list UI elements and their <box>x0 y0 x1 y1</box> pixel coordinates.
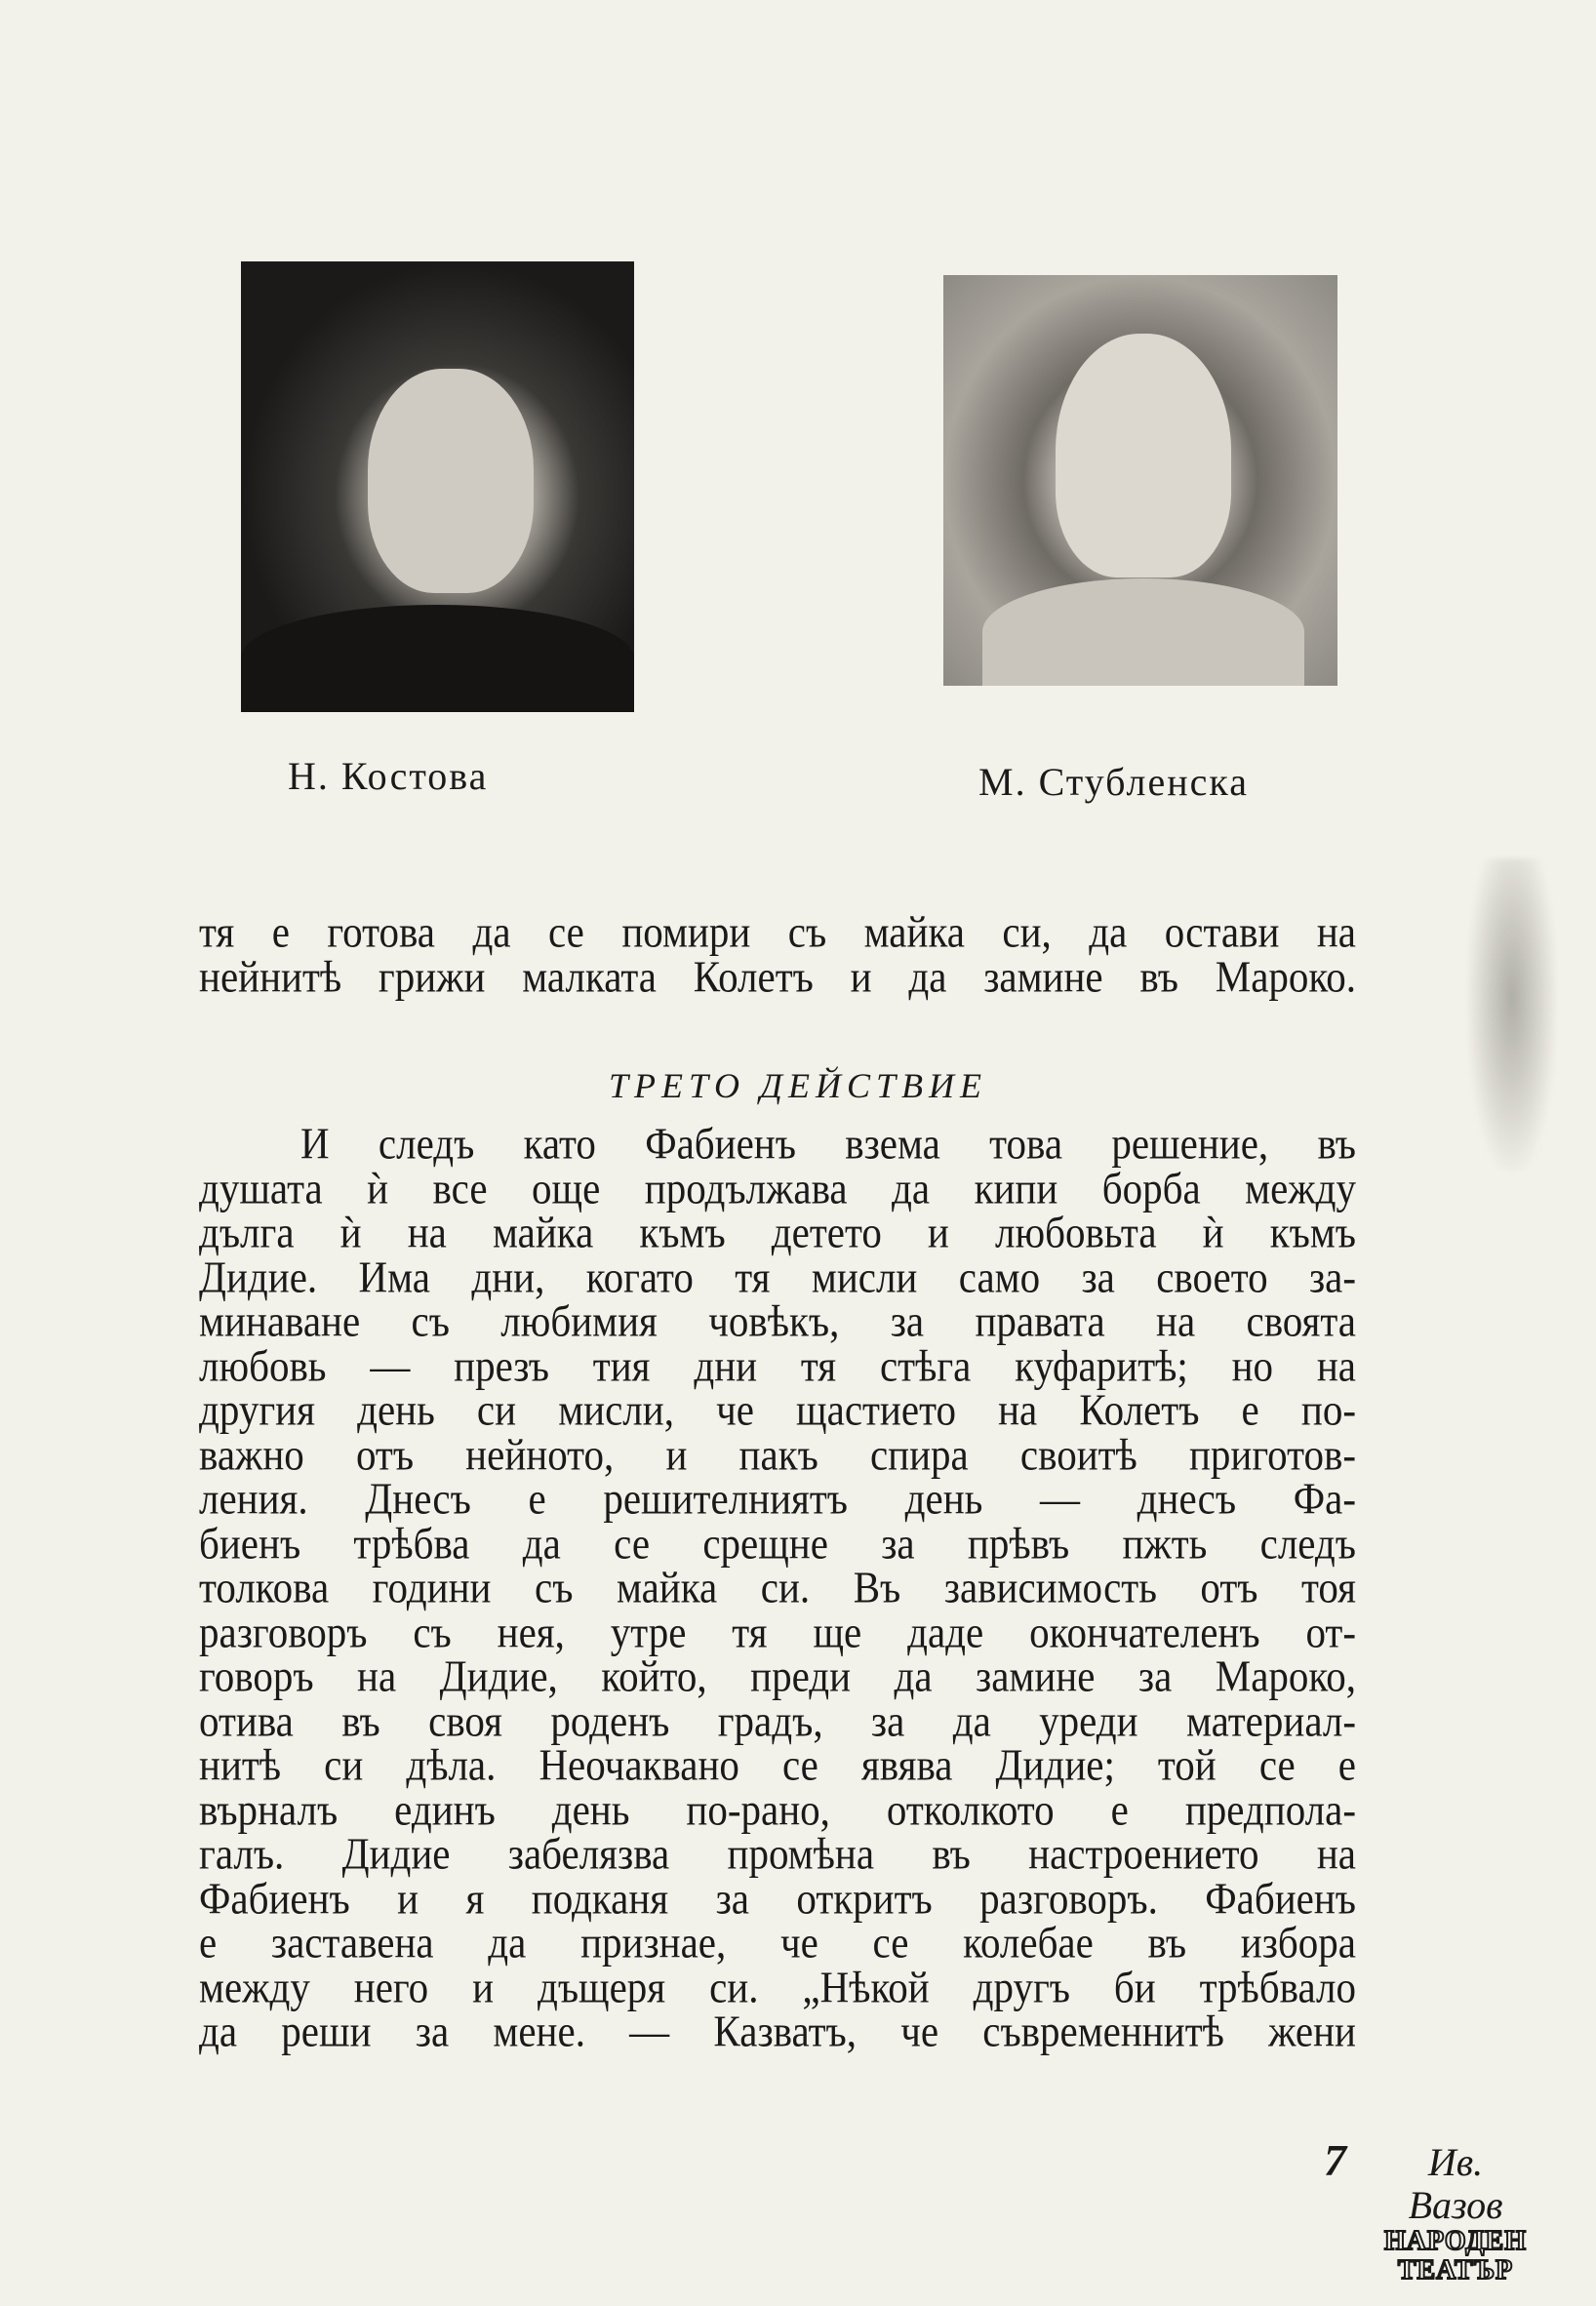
text-line: галъ. Дидие забелязва промѣна въ настроението на <box>199 1828 1356 1879</box>
section-heading: ТРЕТО ДЕЙСТВИЕ <box>609 1066 987 1105</box>
text-line: минаване съ любимия човѣкъ, за правата на своята <box>199 1295 1356 1346</box>
portrait-photo-kostova <box>241 261 634 712</box>
shirt-shape <box>982 578 1304 686</box>
text-line: тя е готова да се помири съ майка си, да остави на <box>199 906 1356 957</box>
text-line: биенъ трѣбва да се срещне за прѣвъ пжть следъ <box>199 1517 1356 1569</box>
text-line: върналъ единъ день по-рано, отколкото е предпола- <box>199 1783 1356 1835</box>
text-line: да реши за мене. — Казватъ, че съвременнитѣ жени <box>199 2006 1356 2056</box>
text-line: И следъ като Фабиенъ взема това решение, въ <box>300 1118 1356 1169</box>
body-paragraph <box>199 1118 1356 2056</box>
face-shape <box>1056 334 1231 577</box>
paper-stain <box>1468 858 1556 1171</box>
text-line: нитѣ си дѣла. Неочаквано се явява Дидие; той се е <box>199 1739 1356 1790</box>
intro-paragraph <box>199 906 1356 1002</box>
text-line: нейнитѣ грижи малката Колетъ и да замине въ Мароко. <box>199 950 1356 1002</box>
text-line: любовь — презъ тия дни тя стѣга куфаритѣ; но на <box>199 1339 1356 1391</box>
text-line: Фабиенъ и я подканя за откритъ разговоръ. Фабиенъ <box>199 1872 1356 1924</box>
text-line: ления. Днесъ е решителниятъ день — днесъ Фа- <box>199 1473 1356 1524</box>
coat-shape <box>241 605 634 712</box>
text-line: разговоръ съ нея, утре тя ще даде окончателенъ от- <box>199 1606 1356 1657</box>
photo-caption: Н. Костова <box>288 754 489 798</box>
text-line: другия день си мисли, че щастието на Колетъ е по- <box>199 1384 1356 1435</box>
text-line: е заставена да признае, че се колебае въ избора <box>199 1917 1356 1968</box>
text-line: между него и дъщеря си. „Нѣкой другъ би трѣбвало <box>199 1961 1356 2012</box>
logo-line1: НАРОДЕН <box>1383 2226 1528 2256</box>
logo-line2: ТЕАТЪР <box>1397 2255 1514 2286</box>
text-line: душата ѝ все още продължава да кипи борба между <box>199 1162 1356 1213</box>
text-line: отива въ своя роденъ градъ, за да уреди материал- <box>199 1694 1356 1746</box>
photo-caption: М. Стубленска <box>978 760 1249 804</box>
text-line: говоръ на Дидие, който, преди да замине за Мароко, <box>199 1650 1356 1701</box>
page-number: 7 <box>1324 2135 1346 2185</box>
national-theatre-logo <box>1377 2141 1534 2286</box>
portrait-photo-stublenska <box>943 275 1337 686</box>
text-line: Дидие. Има дни, когато тя мисли само за своето за- <box>199 1251 1356 1302</box>
text-line: важно отъ нейното, и пакъ спира своитѣ приготов- <box>199 1428 1356 1480</box>
text-line: дълга ѝ на майка къмъ детето и любовьта ѝ къмъ <box>199 1207 1356 1257</box>
text-line: толкова години съ майка си. Въ зависимость отъ тоя <box>199 1562 1356 1612</box>
logo-script: Ив. Вазов <box>1408 2140 1503 2227</box>
face-shape <box>368 369 534 593</box>
